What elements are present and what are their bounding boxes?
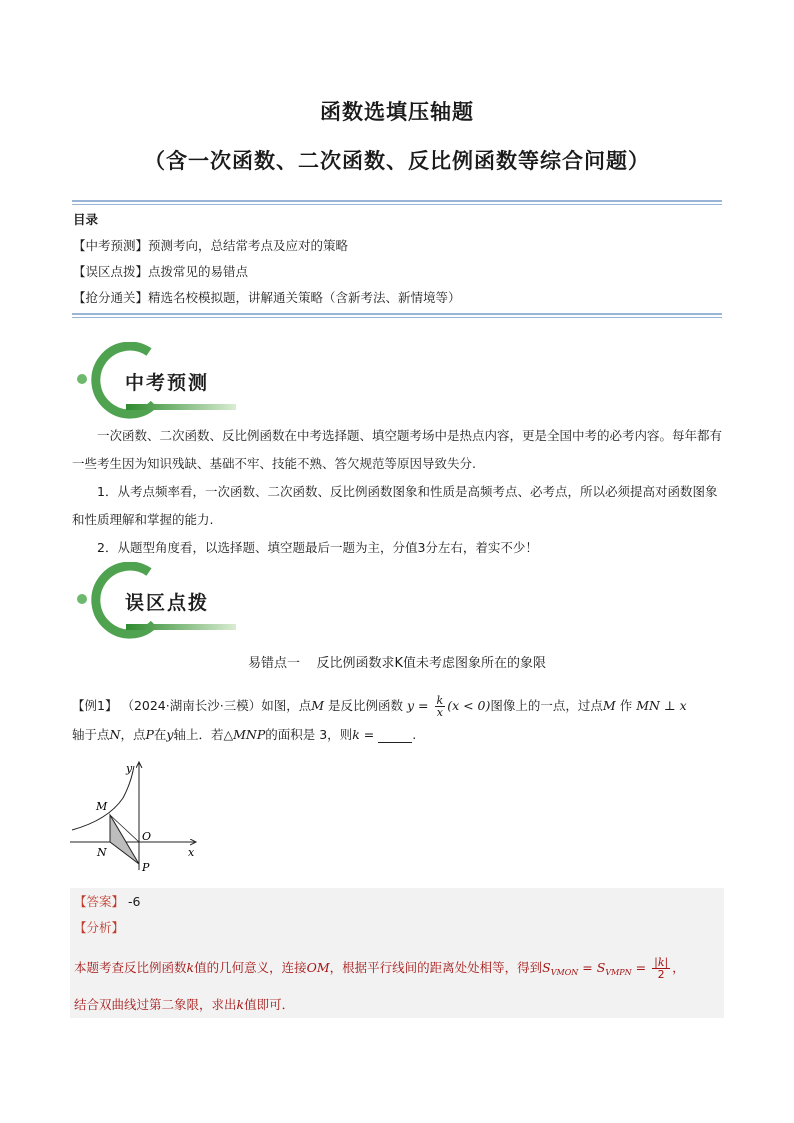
pitfall-heading: 易错点一 反比例函数求K值未考虑图象所在的象限 — [247, 656, 547, 671]
doc-title: 函数选填压轴题 — [320, 100, 474, 124]
paragraph: 1．从考点频率看，一次函数、二次函数、反比例函数图象和性质是高频考点、必考点，所以必须提高对函数图象和性质理解和掌握的能力. — [72, 484, 718, 527]
toc-item — [73, 285, 461, 311]
label-y: y — [126, 762, 133, 775]
toc-text: 精选名校模拟题，讲解通关策略（含新考法、新情境等） — [148, 290, 461, 305]
analysis-text: 本题考查反比例函数k值的几何意义，连接OM，根据平行线间的距离处处相等，得到$S_{VMON} = S_{VMPN}$ = $\frac{|k|}{2}$ ， 结合双曲线过第二象限，求出k值即可． — [74, 956, 685, 1012]
formula: y = — [407, 698, 429, 713]
example-1 — [72, 687, 727, 753]
answer-label: 【答案】 — [74, 894, 125, 909]
answer-value: -6 — [128, 894, 141, 909]
label-o: O — [142, 830, 152, 843]
toc-tag: 【抢分通关】 — [73, 290, 149, 305]
toc-tag: 【中考预测】 — [73, 238, 149, 253]
answer-section — [70, 888, 724, 1018]
section-title: 误区点拨 — [125, 592, 210, 614]
toc-item — [73, 259, 461, 285]
hyperbola-curve — [72, 766, 134, 830]
paragraph: 2．从题型角度看，以选择题、填空题最后一题为主，分值3分左右，着实不少！ — [97, 540, 538, 555]
forecast-body — [72, 422, 724, 562]
example-tag: 【例1】 — [72, 698, 118, 713]
answer-line — [74, 892, 140, 910]
divider-top — [72, 200, 722, 205]
example-line-1: 【例1】 （2024·湖南长沙·三模）如图，点M 是反比例函数 y = $\frac{k}{x}$ (x < 0)图像上的一点，过点M 作 MN ⊥ x — [72, 694, 687, 719]
triangle-mnp — [110, 815, 139, 864]
answer-blank — [378, 728, 412, 743]
paragraph: 一次函数、二次函数、反比例函数在中考选择题、填空题考场中是热点内容，更是全国中考的必考内容。每年都有一些考生因为知识残缺、基础不牢、技能不熟、答欠规范等原因导致失分. — [72, 428, 723, 471]
example-line-2: 轴于点N，点P在y轴上．若△MNP的面积是 3，则k = . — [72, 727, 417, 742]
hyperbola-figure — [68, 758, 208, 876]
fraction: $\frac{|k|}{2}$ — [654, 956, 669, 981]
section-header-pitfalls — [74, 562, 254, 642]
analysis-label: 【分析】 — [74, 920, 125, 935]
toc-heading: 目录 — [73, 212, 99, 227]
label-n: N — [97, 846, 107, 859]
toc-text: 预测考向，总结常考点及应对的策略 — [148, 238, 349, 253]
section-header-forecast — [74, 342, 254, 422]
label-p: P — [142, 861, 150, 874]
toc-item — [73, 233, 461, 259]
toc-tag: 【误区点拨】 — [73, 264, 149, 279]
toc-text: 点拨常见的易错点 — [148, 264, 249, 279]
table-of-contents — [73, 207, 461, 311]
label-x: x — [188, 846, 195, 859]
example-source: （2024·湖南长沙·三模） — [121, 698, 262, 713]
doc-subtitle: （含一次函数、二次函数、反比例函数等综合问题） — [144, 149, 650, 173]
divider-bottom — [72, 313, 722, 318]
label-m: M — [96, 800, 108, 813]
section-title: 中考预测 — [125, 372, 210, 394]
fraction: $\frac{k}{x}$ — [436, 694, 444, 719]
